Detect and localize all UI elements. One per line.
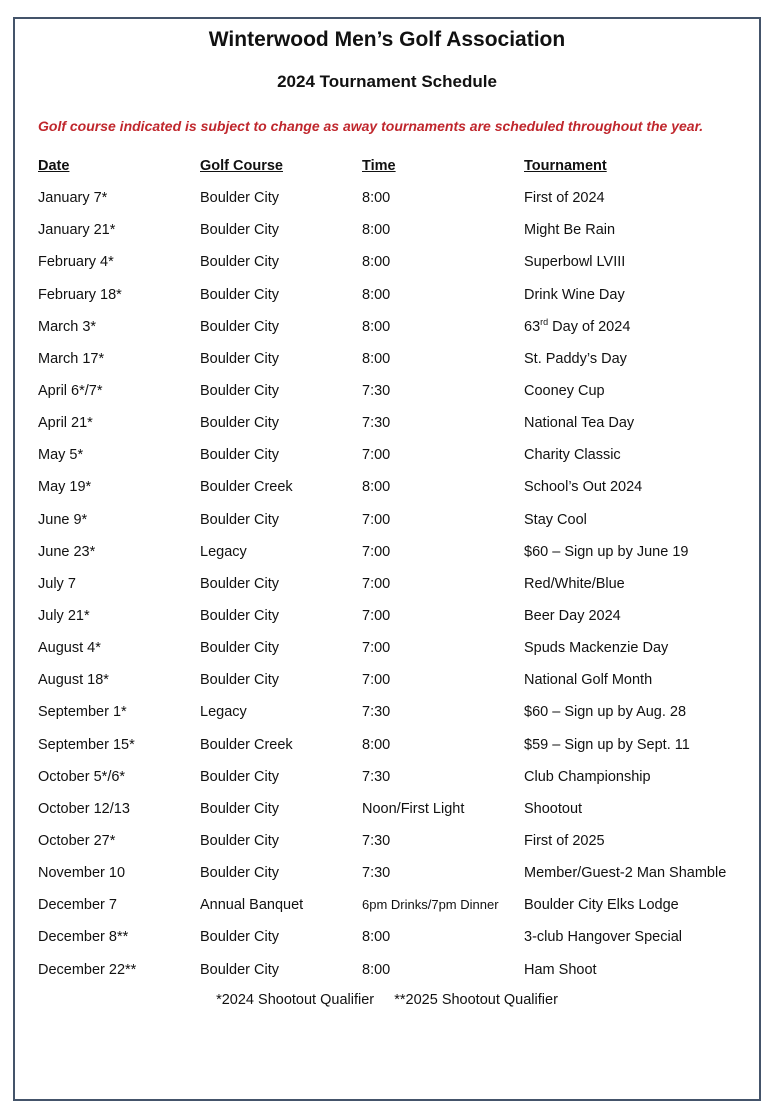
cell-date: August 4* <box>38 640 101 657</box>
cell-golf-course: Boulder City <box>200 350 279 367</box>
cell-time: 7:30 <box>362 704 391 721</box>
table-row <box>38 317 748 349</box>
footnote-2024-qualifier: *2024 Shootout Qualifier <box>216 992 375 1008</box>
cell-time: 7:00 <box>362 447 391 464</box>
cell-time: 8:00 <box>362 350 391 367</box>
cell-time: 8:00 <box>362 286 391 303</box>
page-title: Winterwood Men’s Golf Association <box>208 28 566 51</box>
schedule-rows <box>38 188 748 992</box>
cell-tournament: Drink Wine Day <box>524 286 625 303</box>
cell-tournament: Charity Classic <box>524 447 621 464</box>
cell-time: 7:00 <box>362 607 391 624</box>
table-row <box>38 574 748 606</box>
page-subtitle: 2024 Tournament Schedule <box>277 72 497 91</box>
cell-golf-course: Boulder City <box>200 447 279 464</box>
cell-date: February 18* <box>38 286 122 303</box>
cell-time: 7:00 <box>362 543 391 560</box>
cell-time: 7:00 <box>362 511 391 528</box>
table-row <box>38 445 748 477</box>
table-row <box>38 381 748 413</box>
cell-golf-course: Boulder City <box>200 382 279 399</box>
cell-date: November 10 <box>38 865 126 882</box>
cell-tournament <box>524 317 630 337</box>
table-row <box>38 349 748 381</box>
cell-time: 8:00 <box>362 929 391 946</box>
cell-golf-course: Boulder City <box>200 415 279 432</box>
cell-time: Noon/First Light <box>362 800 465 817</box>
cell-tournament: Beer Day 2024 <box>524 607 621 624</box>
cell-tournament: Superbowl LVIII <box>524 254 626 271</box>
course-change-notice: Golf course indicated is subject to change as away tournaments are scheduled throughout the year. <box>38 118 704 134</box>
cell-time: 7:30 <box>362 865 391 882</box>
cell-golf-course: Boulder City <box>200 190 279 207</box>
cell-date: January 7* <box>38 190 108 207</box>
cell-date: July 7 <box>38 575 76 592</box>
cell-golf-course: Boulder City <box>200 318 279 335</box>
cell-time: 8:00 <box>362 479 391 496</box>
cell-golf-course: Boulder Creek <box>200 736 293 753</box>
table-row <box>38 413 748 445</box>
cell-time: 7:00 <box>362 672 391 689</box>
cell-golf-course: Boulder City <box>200 961 279 978</box>
cell-golf-course: Legacy <box>200 704 247 721</box>
cell-tournament: National Golf Month <box>524 672 653 689</box>
footnote-2025-qualifier: **2025 Shootout Qualifier <box>394 992 558 1008</box>
table-row <box>38 960 748 992</box>
cell-date: June 9* <box>38 511 88 528</box>
cell-tournament: Red/White/Blue <box>524 575 625 592</box>
table-row <box>38 670 748 702</box>
cell-date: April 6*/7* <box>38 382 103 399</box>
cell-time: 7:30 <box>362 832 391 849</box>
cell-date: January 21* <box>38 222 116 239</box>
cell-tournament: Spuds Mackenzie Day <box>524 640 669 657</box>
cell-date: September 1* <box>38 704 127 721</box>
cell-time: 7:30 <box>362 415 391 432</box>
table-row <box>38 702 748 734</box>
cell-tournament: Ham Shoot <box>524 961 597 978</box>
cell-tournament: Shootout <box>524 800 583 817</box>
table-row <box>38 285 748 317</box>
cell-date: February 4* <box>38 254 114 271</box>
table-row <box>38 895 748 927</box>
cell-tournament: Member/Guest-2 Man Shamble <box>524 865 727 882</box>
table-row <box>38 863 748 895</box>
cell-time: 7:00 <box>362 640 391 657</box>
cell-golf-course: Annual Banquet <box>200 897 304 914</box>
cell-date: March 3* <box>38 318 97 335</box>
cell-golf-course: Boulder City <box>200 607 279 624</box>
cell-golf-course: Boulder City <box>200 254 279 271</box>
cell-tournament: Stay Cool <box>524 511 587 528</box>
cell-golf-course: Boulder City <box>200 832 279 849</box>
cell-date: December 7 <box>38 897 117 914</box>
table-row <box>38 735 748 767</box>
header-golf-course: Golf Course <box>200 158 283 174</box>
cell-golf-course: Boulder City <box>200 222 279 239</box>
table-row <box>38 510 748 542</box>
table-row <box>38 767 748 799</box>
table-row <box>38 606 748 638</box>
table-row <box>38 799 748 831</box>
cell-golf-course: Boulder City <box>200 768 279 785</box>
cell-date: October 12/13 <box>38 800 130 817</box>
cell-date: April 21* <box>38 415 93 432</box>
cell-golf-course: Boulder City <box>200 800 279 817</box>
schedule-header-row <box>38 156 748 188</box>
cell-tournament: School’s Out 2024 <box>524 479 643 496</box>
schedule-table <box>38 156 748 992</box>
footnote <box>0 992 774 1008</box>
cell-tournament: First of 2025 <box>524 832 605 849</box>
cell-date: June 23* <box>38 543 96 560</box>
cell-tournament: Might Be Rain <box>524 222 616 239</box>
cell-time: 7:00 <box>362 575 391 592</box>
cell-tournament: Boulder City Elks Lodge <box>524 897 679 914</box>
cell-date: October 27* <box>38 832 116 849</box>
header-date: Date <box>38 158 70 174</box>
header-tournament: Tournament <box>524 158 607 174</box>
cell-tournament: $60 – Sign up by Aug. 28 <box>524 704 687 721</box>
cell-date: August 18* <box>38 672 109 689</box>
table-row <box>38 477 748 509</box>
cell-golf-course: Boulder City <box>200 575 279 592</box>
cell-date: December 22** <box>38 961 137 978</box>
cell-tournament: St. Paddy’s Day <box>524 350 627 367</box>
cell-tournament: 3-club Hangover Special <box>524 929 682 946</box>
table-row <box>38 220 748 252</box>
table-row <box>38 542 748 574</box>
cell-golf-course: Boulder City <box>200 929 279 946</box>
table-row <box>38 638 748 670</box>
cell-time: 8:00 <box>362 254 391 271</box>
cell-date: July 21* <box>38 607 90 624</box>
header-time: Time <box>362 158 396 174</box>
cell-time: 8:00 <box>362 961 391 978</box>
cell-tournament: $60 – Sign up by June 19 <box>524 543 689 560</box>
cell-time: 8:00 <box>362 190 391 207</box>
table-row <box>38 927 748 959</box>
cell-golf-course: Boulder City <box>200 511 279 528</box>
cell-golf-course: Legacy <box>200 543 247 560</box>
cell-time: 7:30 <box>362 768 391 785</box>
table-row <box>38 252 748 284</box>
cell-date: September 15* <box>38 736 135 753</box>
cell-golf-course: Boulder City <box>200 640 279 657</box>
cell-date: May 19* <box>38 479 92 496</box>
cell-date: October 5*/6* <box>38 768 126 785</box>
cell-time: 6pm Drinks/7pm Dinner <box>362 897 499 913</box>
cell-tournament: National Tea Day <box>524 415 635 432</box>
cell-tournament: Club Championship <box>524 768 651 785</box>
cell-date: May 5* <box>38 447 84 464</box>
tournament-text: Day of 2024 <box>548 318 631 335</box>
cell-date: December 8** <box>38 929 129 946</box>
cell-time: 8:00 <box>362 222 391 239</box>
cell-tournament: Cooney Cup <box>524 382 605 399</box>
cell-golf-course: Boulder Creek <box>200 479 293 496</box>
cell-tournament: $59 – Sign up by Sept. 11 <box>524 736 690 753</box>
cell-time: 8:00 <box>362 736 391 753</box>
cell-time: 8:00 <box>362 318 391 335</box>
table-row <box>38 188 748 220</box>
ordinal-suffix: rd <box>540 316 549 327</box>
table-row <box>38 831 748 863</box>
cell-golf-course: Boulder City <box>200 286 279 303</box>
cell-golf-course: Boulder City <box>200 672 279 689</box>
cell-time: 7:30 <box>362 382 391 399</box>
cell-tournament: First of 2024 <box>524 190 605 207</box>
cell-golf-course: Boulder City <box>200 865 279 882</box>
tournament-text: 63 <box>524 318 541 335</box>
cell-date: March 17* <box>38 350 105 367</box>
